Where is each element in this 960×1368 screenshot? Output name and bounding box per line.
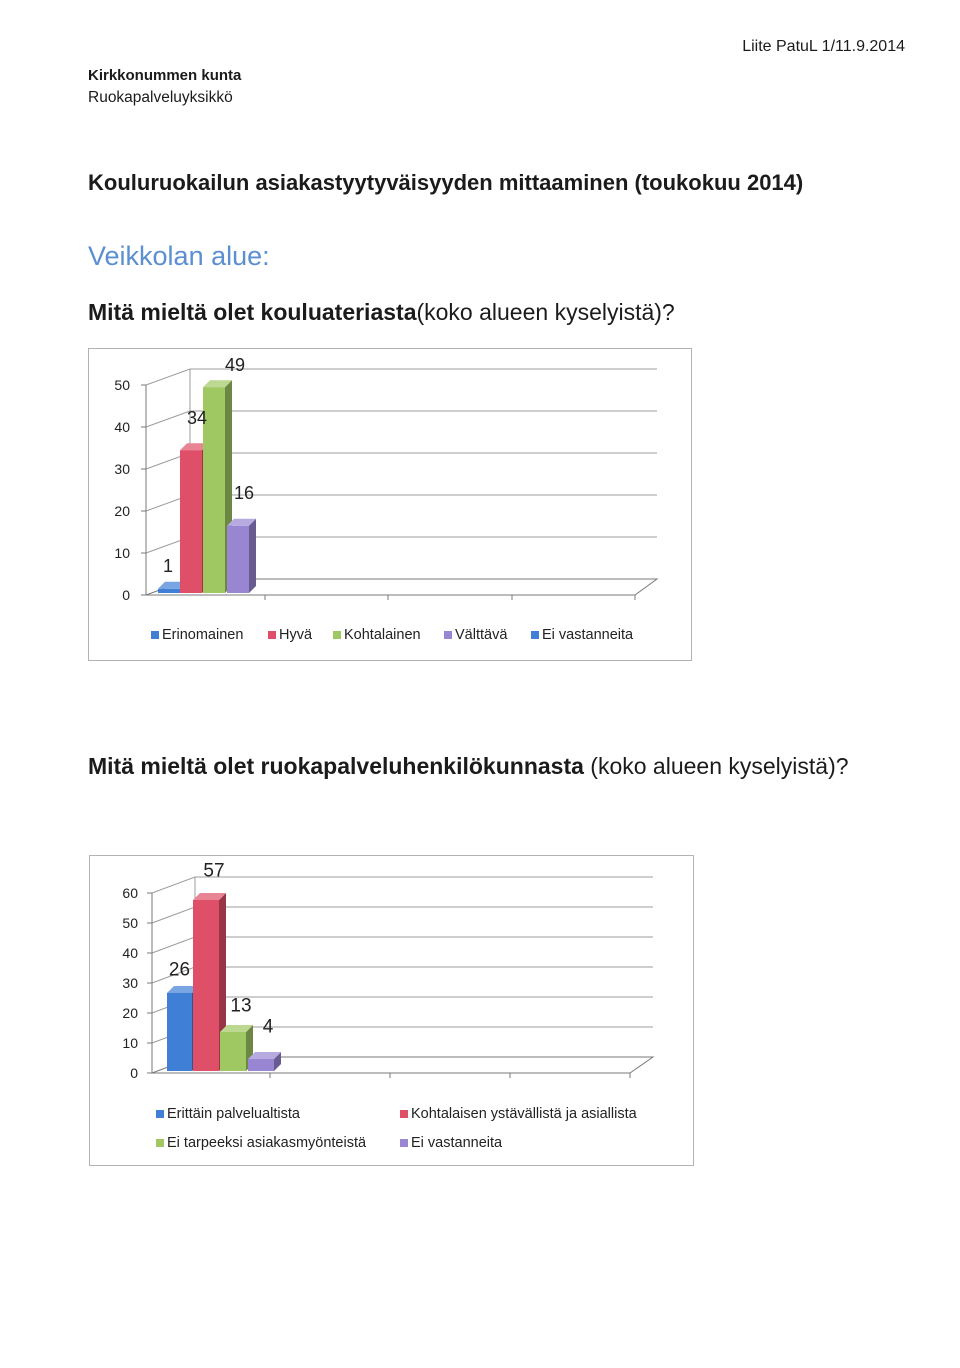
legend-label: Erinomainen — [162, 627, 244, 643]
legend-label: Erittäin palvelualtista — [167, 1106, 300, 1122]
chart-2-bar-4 — [248, 1052, 281, 1071]
legend-label: Kohtalainen — [344, 627, 421, 643]
chart-2-y-tick-label: 30 — [122, 975, 138, 991]
question-1-heading — [88, 301, 675, 324]
chart-1-legend-item-5 — [531, 627, 634, 643]
legend-swatch — [400, 1139, 408, 1147]
bar-front — [158, 589, 180, 593]
chart-1-legend-item-3 — [333, 627, 421, 643]
chart-1-y-tick-label: 40 — [114, 419, 130, 435]
legend-swatch — [156, 1110, 164, 1118]
chart-2-legend-item-4 — [400, 1135, 503, 1151]
chart-2-legend-item-2 — [400, 1106, 638, 1122]
chart-1-y-tick-label: 20 — [114, 503, 130, 519]
bar-front — [167, 993, 192, 1071]
chart-1-y-tick-label: 10 — [114, 545, 130, 561]
chart-1-y-tick-label: 0 — [122, 587, 130, 603]
chart-1-data-label-4: 16 — [233, 482, 255, 503]
legend-swatch — [333, 631, 341, 639]
chart-2-y-tick-label: 40 — [122, 945, 138, 961]
chart-2-data-label-3: 13 — [230, 995, 252, 1017]
chart-1-legend-item-4 — [444, 627, 508, 643]
chart-1-data-label-3: 49 — [224, 355, 246, 376]
appendix-reference: Liite PatuL 1/11.9.2014 — [742, 38, 905, 55]
chart-1-legend-item-2 — [268, 627, 313, 643]
chart-2-y-tick-label: 60 — [122, 885, 138, 901]
chart-2-gridline — [152, 967, 653, 983]
legend-swatch — [531, 631, 539, 639]
legend-label: Hyvä — [279, 627, 313, 643]
question-2-bold-text: Mitä mieltä olet ruokapalveluhenkilökunnasta — [88, 753, 584, 779]
bar-front — [180, 450, 202, 593]
chart-2-gridline — [152, 937, 653, 953]
question-2-heading — [88, 755, 849, 778]
chart-2-staff — [89, 855, 694, 1166]
bar-side — [249, 519, 256, 593]
legend-label: Kohtalaisen ystävällistä ja asiallista — [411, 1106, 637, 1122]
legend-swatch — [400, 1110, 408, 1118]
organization-unit: Ruokapalveluyksikkö — [88, 89, 233, 106]
chart-2-y-tick-label: 0 — [130, 1065, 138, 1081]
chart-2-data-label-1: 26 — [168, 959, 191, 981]
chart-2-legend-item-1 — [156, 1106, 301, 1122]
legend-swatch — [444, 631, 452, 639]
legend-swatch — [268, 631, 276, 639]
chart-1-school-meal — [88, 348, 692, 661]
bar-front — [227, 526, 249, 593]
chart-2-svg — [89, 855, 694, 1166]
chart-1-y-tick-label: 50 — [114, 377, 130, 393]
chart-2-y-tick-label: 20 — [122, 1005, 138, 1021]
chart-1-y-tick-label: 30 — [114, 461, 130, 477]
legend-label: Ei vastanneita — [411, 1135, 503, 1151]
bar-front — [220, 1032, 246, 1071]
bar-front — [248, 1059, 274, 1071]
bar-front — [193, 900, 219, 1071]
legend-swatch — [156, 1139, 164, 1147]
chart-2-data-label-2: 57 — [203, 860, 225, 882]
area-heading: Veikkolan alue: — [88, 241, 270, 271]
organization-name: Kirkkonummen kunta — [88, 67, 242, 84]
question-2-rest-text: (koko alueen kyselyistä)? — [583, 753, 849, 779]
chart-2-gridline — [152, 997, 653, 1013]
chart-2-gridline — [152, 907, 653, 923]
chart-1-bar-4 — [227, 519, 256, 593]
chart-2-legend-item-3 — [156, 1135, 367, 1151]
chart-2-y-tick-label: 50 — [122, 915, 138, 931]
chart-1-legend-item-1 — [151, 627, 243, 643]
chart-1-svg — [88, 348, 692, 661]
document-title: Kouluruokailun asiakastyytyväisyyden mittaaminen (toukokuu 2014) — [88, 170, 804, 195]
chart-1-data-label-1: 1 — [162, 555, 174, 576]
chart-2-y-tick-label: 10 — [122, 1035, 138, 1051]
chart-2-gridline — [152, 877, 653, 893]
legend-label: Välttävä — [455, 627, 508, 643]
chart-1-data-label-2: 34 — [186, 408, 208, 429]
question-1-bold-text: Mitä mieltä olet kouluateriasta — [88, 299, 417, 325]
legend-swatch — [151, 631, 159, 639]
question-1-rest-text: (koko alueen kyselyistä)? — [416, 299, 675, 325]
legend-label: Ei tarpeeksi asiakasmyönteistä — [167, 1135, 367, 1151]
chart-2-data-label-4: 4 — [262, 1016, 274, 1038]
legend-label: Ei vastanneita — [542, 627, 634, 643]
